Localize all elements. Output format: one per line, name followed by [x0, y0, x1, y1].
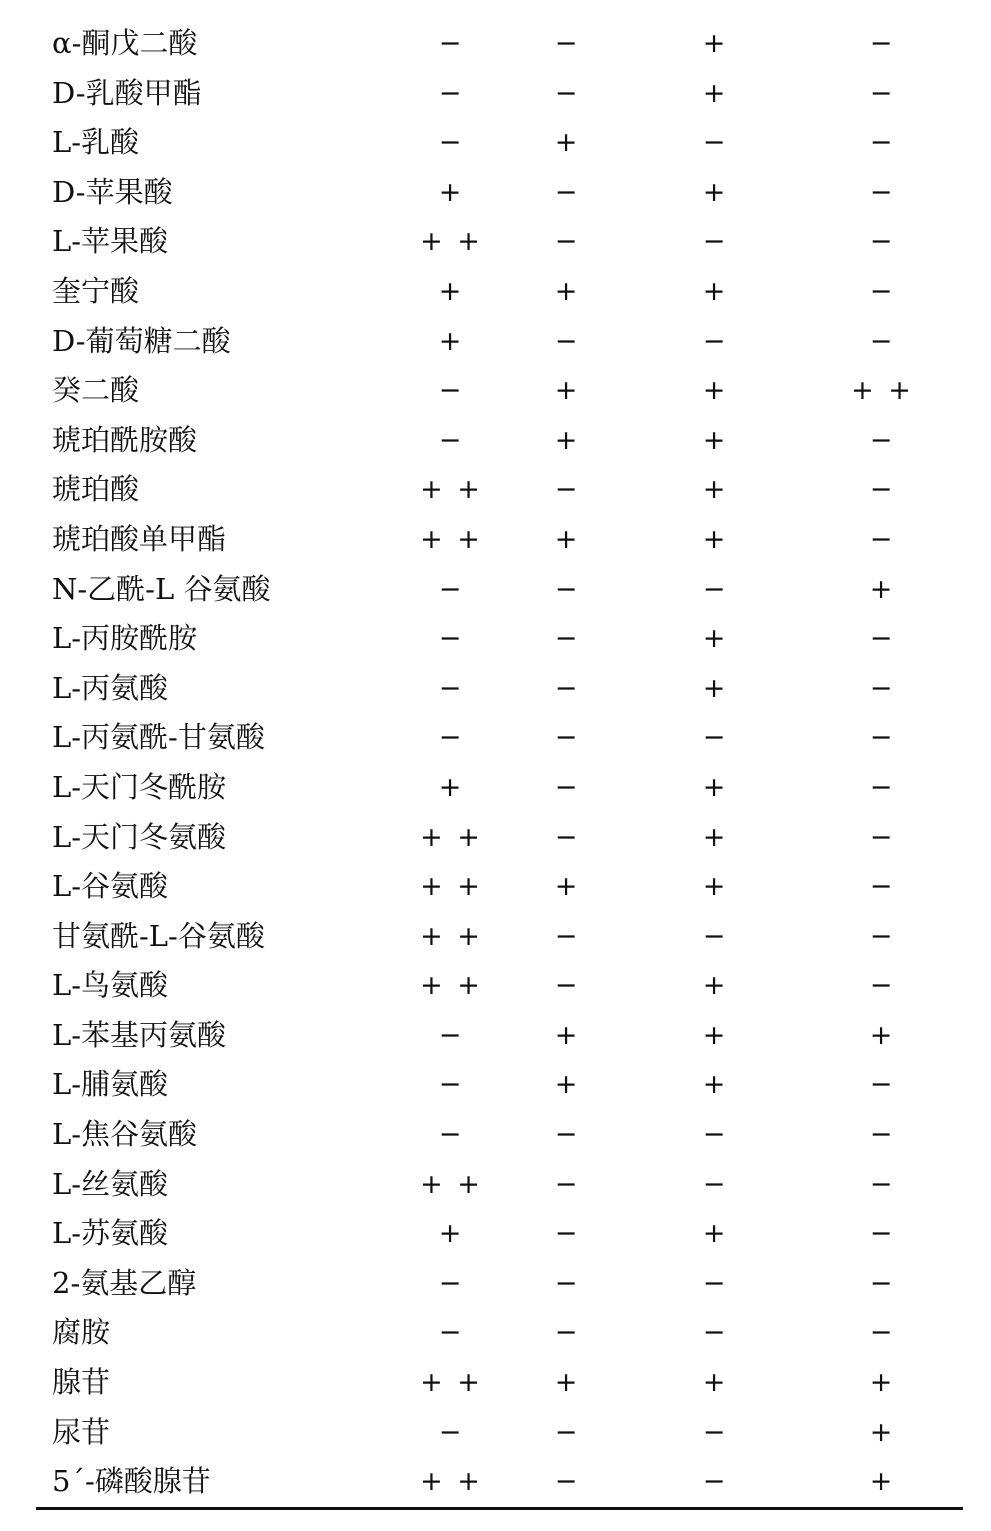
- table-row: [0, 317, 991, 367]
- result-cell-col-3: −: [702, 1416, 726, 1448]
- result-cell-col-4: −: [869, 722, 893, 754]
- result-cell-col-3: +: [702, 375, 726, 407]
- result-cell-col-3: −: [702, 127, 726, 159]
- result-cell-col-2: −: [554, 970, 578, 1002]
- result-cell-col-4: −: [869, 970, 893, 1002]
- result-cell-col-3: +: [702, 771, 726, 803]
- result-cell-col-2: −: [554, 1317, 578, 1349]
- result-cell-col-4: +: [869, 1367, 893, 1399]
- result-cell-col-1: + +: [420, 1168, 480, 1200]
- result-cell-col-1: + +: [420, 226, 480, 258]
- result-cell-col-1: + +: [420, 920, 480, 952]
- result-cell-col-2: −: [554, 1466, 578, 1498]
- compound-name: L-天门冬酰胺: [52, 769, 227, 804]
- table-row: [0, 1011, 991, 1061]
- compound-name: L-苯基丙氨酸: [52, 1017, 227, 1052]
- result-cell-col-2: −: [554, 1218, 578, 1250]
- table-row: [0, 1060, 991, 1110]
- result-cell-col-3: +: [702, 1218, 726, 1250]
- result-cell-col-3: +: [702, 424, 726, 456]
- result-cell-col-4: −: [869, 474, 893, 506]
- result-cell-col-2: +: [554, 523, 578, 555]
- result-cell-col-4: +: [869, 1466, 893, 1498]
- result-cell-col-4: +: [869, 1416, 893, 1448]
- result-cell-col-2: −: [554, 1267, 578, 1299]
- compound-name: L-苹果酸: [52, 224, 169, 259]
- result-cell-col-1: −: [438, 1317, 462, 1349]
- result-cell-col-4: −: [869, 623, 893, 655]
- result-cell-col-3: −: [702, 1168, 726, 1200]
- table-row: [0, 813, 991, 863]
- result-cell-col-4: −: [869, 77, 893, 109]
- result-cell-col-1: +: [438, 1218, 462, 1250]
- compound-name: L-苏氨酸: [52, 1216, 169, 1251]
- result-cell-col-3: +: [702, 176, 726, 208]
- result-cell-col-2: −: [554, 28, 578, 59]
- table-row: [0, 1457, 991, 1507]
- result-cell-col-3: +: [702, 970, 726, 1002]
- result-cell-col-2: −: [554, 1119, 578, 1151]
- results-table: [0, 19, 991, 1507]
- table-row: [0, 217, 991, 267]
- result-cell-col-3: −: [702, 226, 726, 258]
- table-row: [0, 614, 991, 664]
- result-cell-col-4: −: [869, 771, 893, 803]
- compound-name: L-脯氨酸: [52, 1067, 169, 1102]
- result-cell-col-2: +: [554, 375, 578, 407]
- table-row: [0, 515, 991, 565]
- table-row: [0, 168, 991, 218]
- result-cell-col-1: −: [438, 375, 462, 407]
- result-cell-col-4: −: [869, 672, 893, 704]
- result-cell-col-3: −: [702, 325, 726, 357]
- result-cell-col-2: −: [554, 474, 578, 506]
- result-cell-col-2: −: [554, 672, 578, 704]
- compound-name: 奎宁酸: [52, 273, 140, 308]
- table-row: [0, 862, 991, 912]
- result-cell-col-1: −: [438, 573, 462, 605]
- compound-name: 腺苷: [52, 1365, 111, 1400]
- result-cell-col-4: −: [869, 920, 893, 952]
- compound-name: N-乙酰-L 谷氨酸: [52, 571, 271, 606]
- table-row: [0, 763, 991, 813]
- result-cell-col-4: −: [869, 1218, 893, 1250]
- compound-name: L-丙氨酸: [52, 670, 169, 705]
- result-cell-col-4: −: [869, 1267, 893, 1299]
- result-cell-col-2: +: [554, 1019, 578, 1051]
- result-cell-col-1: + +: [420, 1466, 480, 1498]
- result-cell-col-3: −: [702, 722, 726, 754]
- result-cell-col-1: −: [438, 28, 462, 59]
- result-cell-col-1: +: [438, 275, 462, 307]
- compound-name: 2-氨基乙醇: [52, 1265, 197, 1300]
- result-cell-col-3: −: [702, 1466, 726, 1498]
- compound-name: L-丝氨酸: [52, 1166, 169, 1201]
- result-cell-col-4: +: [869, 573, 893, 605]
- result-cell-col-2: −: [554, 1416, 578, 1448]
- table-row: [0, 713, 991, 763]
- result-cell-col-4: −: [869, 1069, 893, 1101]
- result-cell-col-4: −: [869, 1317, 893, 1349]
- compound-name: α-酮戊二酸: [52, 26, 198, 60]
- table-row: [0, 664, 991, 714]
- compound-name: L-乳酸: [52, 125, 140, 160]
- result-cell-col-1: +: [438, 771, 462, 803]
- result-cell-col-1: −: [438, 77, 462, 109]
- result-cell-col-1: + +: [420, 1367, 480, 1399]
- compound-name: L-焦谷氨酸: [52, 1117, 198, 1152]
- result-cell-col-3: +: [702, 474, 726, 506]
- result-cell-col-2: +: [554, 275, 578, 307]
- compound-name: L-丙胺酰胺: [52, 621, 198, 656]
- table-row: [0, 267, 991, 317]
- result-cell-col-3: +: [702, 821, 726, 853]
- result-cell-col-3: +: [702, 871, 726, 903]
- result-cell-col-4: −: [869, 1168, 893, 1200]
- compound-name: 甘氨酰-L-谷氨酸: [52, 918, 265, 953]
- compound-name: D-葡萄糖二酸: [52, 323, 231, 358]
- table-row: [0, 1209, 991, 1259]
- result-cell-col-2: −: [554, 325, 578, 357]
- result-cell-col-2: −: [554, 771, 578, 803]
- compound-name: 癸二酸: [52, 373, 140, 408]
- result-cell-col-2: −: [554, 623, 578, 655]
- table-row: [0, 1160, 991, 1210]
- result-cell-col-4: −: [869, 424, 893, 456]
- table-row: [0, 961, 991, 1011]
- table-row: [0, 565, 991, 615]
- result-cell-col-4: −: [869, 871, 893, 903]
- result-cell-col-2: −: [554, 1168, 578, 1200]
- result-cell-col-4: −: [869, 28, 893, 59]
- result-cell-col-4: + +: [851, 375, 911, 407]
- table-row: [0, 1308, 991, 1358]
- table-row: [0, 69, 991, 119]
- result-cell-col-1: + +: [420, 523, 480, 555]
- result-cell-col-2: −: [554, 920, 578, 952]
- compound-name: L-谷氨酸: [52, 869, 169, 904]
- result-cell-col-4: −: [869, 821, 893, 853]
- result-cell-col-3: −: [702, 1317, 726, 1349]
- result-cell-col-1: +: [438, 176, 462, 208]
- table-row: [0, 118, 991, 168]
- result-cell-col-2: +: [554, 1367, 578, 1399]
- result-cell-col-1: −: [438, 424, 462, 456]
- table-row: [0, 1358, 991, 1408]
- result-cell-col-4: −: [869, 325, 893, 357]
- result-cell-col-3: −: [702, 1119, 726, 1151]
- result-cell-col-3: −: [702, 920, 726, 952]
- result-cell-col-3: +: [702, 77, 726, 109]
- result-cell-col-1: + +: [420, 474, 480, 506]
- result-cell-col-1: −: [438, 1069, 462, 1101]
- result-cell-col-3: +: [702, 275, 726, 307]
- result-cell-col-4: −: [869, 275, 893, 307]
- compound-name: D-苹果酸: [52, 174, 173, 209]
- table-row: [0, 1110, 991, 1160]
- result-cell-col-3: +: [702, 1069, 726, 1101]
- result-cell-col-4: −: [869, 127, 893, 159]
- result-cell-col-4: +: [869, 1019, 893, 1051]
- result-cell-col-1: −: [438, 1119, 462, 1151]
- table-row: [0, 912, 991, 962]
- result-cell-col-2: −: [554, 226, 578, 258]
- result-cell-col-3: −: [702, 573, 726, 605]
- result-cell-col-1: +: [438, 325, 462, 357]
- compound-name: L-丙氨酰-甘氨酸: [52, 720, 265, 755]
- result-cell-col-2: −: [554, 77, 578, 109]
- compound-name: L-天门冬氨酸: [52, 819, 227, 854]
- result-cell-col-1: −: [438, 722, 462, 754]
- compound-name: 腐胺: [52, 1315, 111, 1350]
- result-cell-col-1: −: [438, 1416, 462, 1448]
- compound-name: 5´-磷酸腺苷: [52, 1464, 211, 1499]
- result-cell-col-4: −: [869, 176, 893, 208]
- result-cell-col-1: −: [438, 672, 462, 704]
- result-cell-col-1: −: [438, 127, 462, 159]
- result-cell-col-3: +: [702, 1019, 726, 1051]
- result-cell-col-1: −: [438, 623, 462, 655]
- result-cell-col-2: −: [554, 573, 578, 605]
- result-cell-col-3: −: [702, 1267, 726, 1299]
- result-cell-col-2: +: [554, 424, 578, 456]
- compound-name: L-鸟氨酸: [52, 968, 169, 1003]
- table-row: [0, 416, 991, 466]
- result-cell-col-1: + +: [420, 871, 480, 903]
- table-row: [0, 1259, 991, 1309]
- result-cell-col-2: −: [554, 821, 578, 853]
- result-cell-col-4: −: [869, 226, 893, 258]
- result-cell-col-3: +: [702, 672, 726, 704]
- result-cell-col-4: −: [869, 1119, 893, 1151]
- compound-name: 琥珀酰胺酸: [52, 422, 198, 457]
- result-cell-col-3: +: [702, 28, 726, 59]
- table-row: [0, 1408, 991, 1458]
- result-cell-col-2: +: [554, 127, 578, 159]
- result-cell-col-1: −: [438, 1019, 462, 1051]
- compound-name: 尿苷: [52, 1414, 111, 1449]
- result-cell-col-1: −: [438, 1267, 462, 1299]
- result-cell-col-3: +: [702, 1367, 726, 1399]
- result-cell-col-3: +: [702, 623, 726, 655]
- compound-name: 琥珀酸: [52, 472, 140, 507]
- result-cell-col-3: +: [702, 523, 726, 555]
- result-cell-col-1: + +: [420, 970, 480, 1002]
- table-row: [0, 19, 991, 69]
- table-row: [0, 366, 991, 416]
- result-cell-col-2: −: [554, 722, 578, 754]
- compound-name: D-乳酸甲酯: [52, 75, 202, 110]
- table-bottom-rule: [36, 1507, 963, 1510]
- result-cell-col-2: −: [554, 176, 578, 208]
- result-cell-col-1: + +: [420, 821, 480, 853]
- result-cell-col-2: +: [554, 871, 578, 903]
- result-cell-col-2: +: [554, 1069, 578, 1101]
- compound-name: 琥珀酸单甲酯: [52, 521, 227, 556]
- result-cell-col-4: −: [869, 523, 893, 555]
- table-row: [0, 465, 991, 515]
